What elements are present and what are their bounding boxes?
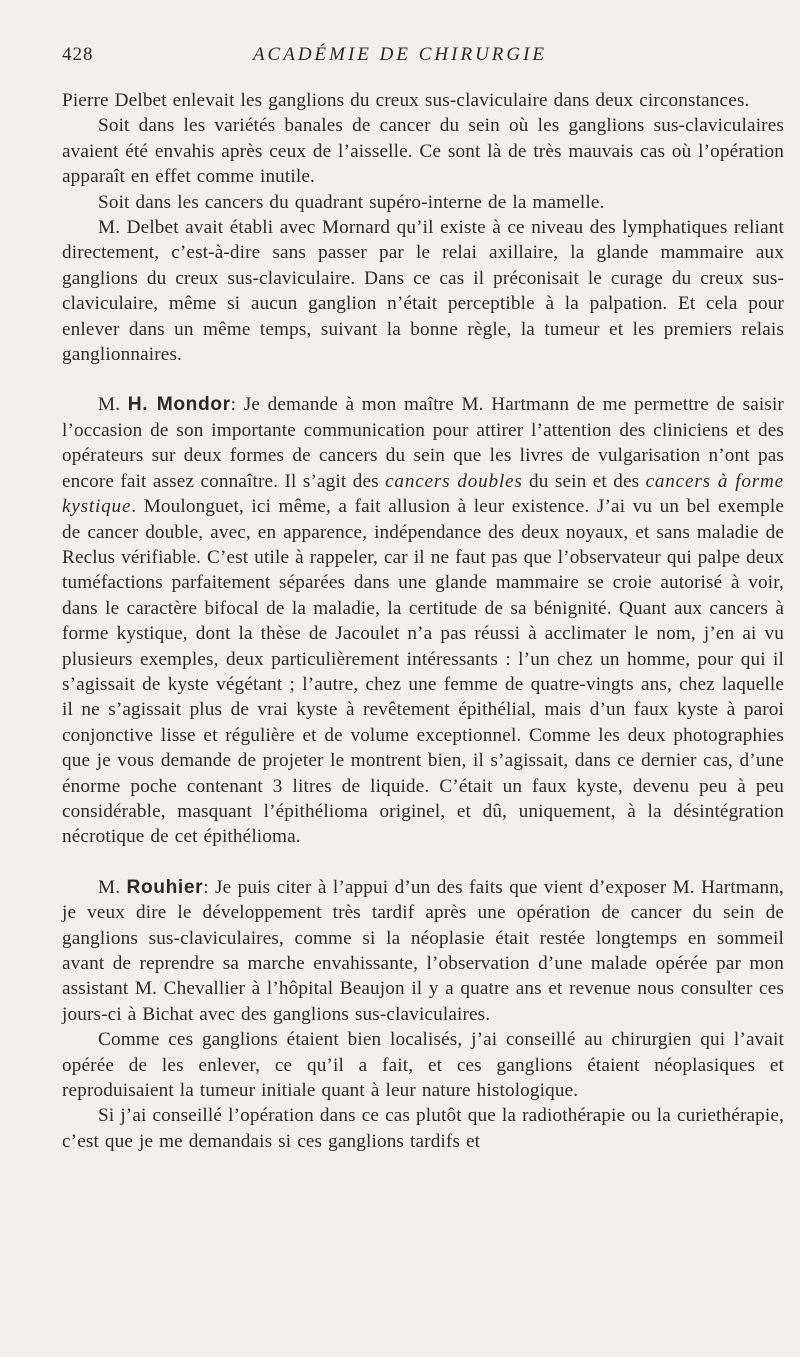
paragraph-rouhier: [62, 875, 784, 1027]
emphasis-term: cancers à forme kystique: [62, 470, 784, 518]
text-body: [62, 88, 784, 1154]
speaker-name: H. Mondor: [127, 394, 231, 416]
emphasis-term: cancers doubles: [385, 470, 523, 492]
speaker-prefix: M.: [98, 876, 127, 898]
mondor-text: . Moulonguet, ici même, a fait allusion à leur existence. J’ai vu un bel exemple de cancer double, avec, en apparence, indépendance des deux noyaux, et sans maladie de Reclus vérifiable. C’est utile à rappeler, car il ne faut pas que l’observateur qui palpe deux tuméfactions parfaitement séparées dans une glande mammaire se croie autorisé à voir, dans le caractère bifocal de la maladie, la certitude de sa bénignité. Quant aux cancers à forme kystique, dont la thèse de Jacoulet n’a pas réussi à acclimater le nom, j’en ai vu plusieurs exemples, deux particulièrement intéressants : l’un chez un homme, pour qui il s’agissait de kyste végétant ; l’autre, chez une femme de quatre-vingts ans, chez laquelle il ne s’agissait plus de vrai kyste à revêtement épithélial, mais d’un faux kyste à paroi conjonctive lisse et régulière et de volume exceptionnel. Comme les deux photographies que je vous demande de projeter le montrent bien, il s’agissait, dans ce dernier cas, d’une énorme poche contenant 3 litres de liquide. C’était un faux kyste, devenu peu à peu considérable, masquant l’épithélioma originel, et dû, uniquement, à la désintégration nécrotique de cet épithélioma.: [62, 496, 784, 848]
speaker-prefix: M.: [98, 394, 128, 416]
mondor-text: : Je demande à mon maître M. Hartmann de me permettre de saisir l’occasion de son importante communication pour attirer l’attention des cliniciens et des opérateurs sur deux formes de cancers du sein que les livres de vulgarisation n’ont pas encore fait assez connaître. Il s’agit des: [62, 394, 784, 492]
paragraph-delbet-intro: Pierre Delbet enlevait les ganglions du creux sus-claviculaire dans deux circonstances.: [62, 90, 750, 111]
paragraph-radiotherapy: Si j’ai conseillé l’opération dans ce cas plutôt que la radiothérapie ou la curiethérapie, c’est que je me demandais si ces ganglions tardifs et: [62, 1105, 784, 1152]
paragraph-mondor: [62, 392, 784, 849]
mondor-text: du sein et des: [522, 470, 646, 492]
rouhier-text: : Je puis citer à l’appui d’un des faits que vient d’exposer M. Hartmann, je veux dire le développement très tardif après une opération de cancer du sein de ganglions sus-claviculaires, comme si la néoplasie était restée longtemps en sommeil avant de reprendre sa marche envahissante, l’observation d’une malade opérée par mon assistant M. Chevallier à l’hôpital Beaujon il y a quatre ans et revenue nous consulter ces jours-ci à Bichat avec des ganglions sus-claviculaires.: [62, 876, 784, 1025]
page-number: 428: [62, 44, 94, 65]
paragraph-lymphatics: M. Delbet avait établi avec Mornard qu’il existe à ce niveau des lymphatiques reliant directement, c’est-à-dire sans passer par le relai axillaire, la glande mammaire aux ganglions du creux sus-claviculaire. Dans ce cas il préconisait le curage du creux sus-claviculaire, même si aucun ganglion n’était perceptible à la palpation. Et cela pour enlever dans un même temps, suivant la bonne règle, la tumeur et les premiers relais ganglionnaires.: [62, 217, 784, 366]
speaker-name: Rouhier: [126, 876, 204, 898]
paragraph-banal-cancers: Soit dans les variétés banales de cancer du sein où les ganglions sus-claviculaires avaient été envahis après ceux de l’aisselle. Ce sont là de très mauvais cas où l’opération apparaît en effet comme inutile.: [62, 115, 784, 188]
running-header: [0, 44, 800, 70]
running-title: ACADÉMIE DE CHIRURGIE: [252, 44, 548, 65]
paragraph-localized-ganglions: Comme ces ganglions étaient bien localisés, j’ai conseillé au chirurgien qui l’avait opérée de les enlever, ce qu’il a fait, et ces ganglions étaient néoplasiques et reproduisaient la tumeur initiale quant à leur nature histologique.: [62, 1029, 784, 1102]
paragraph-quadrant: Soit dans les cancers du quadrant supéro-interne de la mamelle.: [98, 191, 605, 213]
